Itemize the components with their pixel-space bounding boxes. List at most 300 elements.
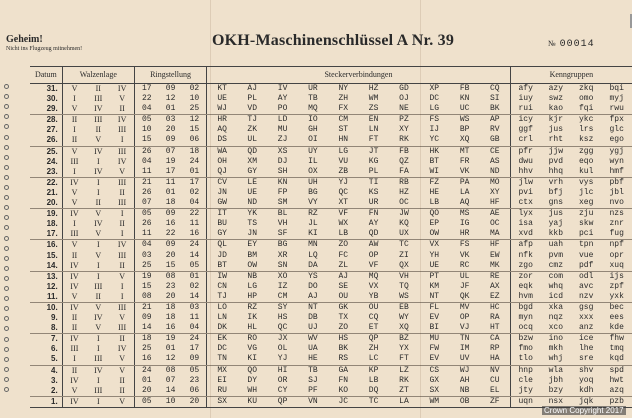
date-cell: 8. — [30, 323, 62, 334]
table-row — [30, 271, 632, 282]
plug-cell: EB — [399, 302, 409, 312]
group-cell: jus — [548, 209, 564, 219]
header-groups: Kenngruppen — [510, 67, 632, 84]
plug-cell: LB — [328, 229, 358, 240]
rotor-cell: V — [62, 240, 86, 251]
rotor-cell: V — [62, 104, 86, 115]
plug-cell: LG — [419, 104, 449, 115]
rotor-cell: IV — [94, 219, 103, 229]
plug-cell: KI — [237, 354, 267, 365]
ring-cell: 03 — [134, 251, 158, 261]
plug-cell: HC — [489, 302, 500, 312]
table-row — [30, 84, 632, 95]
ring-cell: 18 — [165, 313, 176, 323]
table-row — [30, 198, 632, 209]
group-cell: lyx — [510, 209, 540, 220]
ring-cell: 05 — [189, 365, 200, 375]
ring-cell: 26 — [134, 188, 158, 198]
date-cell: 7. — [51, 334, 58, 344]
ring-cell: 15 — [159, 261, 183, 272]
hole-circle — [4, 377, 9, 382]
plug-cell: CY — [267, 386, 297, 397]
hole-circle — [4, 337, 9, 342]
plug-cell: PL — [358, 167, 388, 178]
plug-cell: IZ — [277, 281, 288, 291]
group-cell: kkb — [541, 229, 571, 240]
plug-cell: QX — [389, 261, 419, 272]
hole-circle — [4, 124, 9, 129]
group-cell: whq — [548, 281, 564, 291]
plug-cell: PF — [298, 386, 328, 397]
ring-cell: 09 — [159, 135, 183, 146]
group-cell: ctx — [510, 198, 540, 209]
plug-cell: AJ — [338, 271, 349, 281]
rotor-cell: V — [119, 271, 126, 281]
plug-cell: FL — [429, 302, 440, 312]
group-cell: eqk — [510, 282, 540, 292]
table-row — [30, 219, 632, 229]
rotor-cell: II — [110, 261, 134, 272]
group-cell: wyn — [609, 156, 624, 166]
group-cell: afp — [510, 240, 540, 251]
ring-cell: 09 — [134, 313, 158, 323]
table-row — [30, 344, 632, 354]
group-cell: kde — [601, 323, 632, 334]
plug-cell: YH — [429, 250, 440, 260]
plug-cell: XM — [247, 156, 258, 166]
plug-cell: EL — [480, 386, 510, 397]
date-cell: 29. — [30, 104, 62, 115]
plug-cell: PT — [429, 271, 440, 281]
group-cell: ksz — [571, 135, 601, 146]
plug-cell: TB — [308, 365, 318, 375]
table-row — [30, 188, 632, 198]
group-cell: pzb — [601, 396, 632, 407]
ring-cell: 22 — [189, 209, 200, 219]
ring-cell: 08 — [165, 271, 176, 281]
date-cell: 5. — [30, 354, 62, 365]
plug-cell: DC — [429, 94, 440, 104]
group-cell: fug — [601, 229, 632, 240]
ring-cell: 04 — [183, 198, 207, 209]
hole-circle — [4, 387, 9, 392]
rotor-cell: V — [119, 313, 126, 323]
rotor-cell: V — [119, 94, 126, 104]
header-rings: Ringstellung — [134, 67, 206, 84]
plug-cell: TX — [338, 313, 349, 323]
plug-cell: OW — [237, 261, 267, 272]
plug-cell: RK — [389, 135, 419, 146]
ring-cell: 24 — [134, 365, 158, 376]
date-cell: 23. — [30, 167, 62, 178]
table-row — [30, 146, 632, 157]
rotor-cell: III — [94, 281, 103, 291]
group-cell: xeg — [571, 198, 601, 209]
rotor-cell: I — [62, 94, 86, 104]
plug-cell: FT — [358, 135, 388, 146]
ring-cell: 23 — [165, 281, 176, 291]
rotor-cell: II — [86, 292, 110, 303]
plug-cell: LB — [368, 375, 379, 385]
plug-cell: YJ — [338, 177, 349, 187]
group-cell: hwt — [609, 375, 624, 385]
hole-circle — [4, 286, 9, 291]
plug-cell: UJ — [298, 323, 328, 334]
plug-cell: ZH — [338, 94, 349, 104]
group-cell: azq — [601, 386, 632, 397]
plug-cell: KU — [237, 396, 267, 407]
plug-cell: IO — [308, 115, 318, 125]
ring-cell: 25 — [183, 104, 207, 115]
ring-cell: 20 — [159, 292, 183, 303]
group-cell: omo — [579, 94, 594, 104]
hole-circle — [4, 195, 9, 200]
rotor-cell: III — [62, 344, 86, 354]
rotor-cell: V — [95, 209, 102, 219]
hole-circle — [4, 236, 9, 241]
ring-cell: 15 — [189, 125, 200, 135]
serial-number — [548, 38, 595, 50]
hole-circle — [4, 256, 9, 261]
plug-cell: ST — [338, 125, 349, 135]
plug-cell: MK — [480, 261, 510, 272]
group-cell: zpf — [609, 281, 624, 291]
plug-cell: ZK — [247, 125, 258, 135]
ring-cell: 07 — [165, 375, 176, 385]
plug-cell: UL — [237, 135, 267, 146]
plug-cell: KO — [328, 386, 358, 397]
plug-cell: ET — [358, 323, 388, 334]
ring-cell: 18 — [159, 198, 183, 209]
group-cell: com — [548, 271, 564, 281]
group-cell: swz — [548, 94, 564, 104]
plug-cell: KN — [277, 177, 288, 187]
plug-cell: IT — [207, 209, 237, 220]
plug-cell: WA — [207, 146, 237, 157]
plug-cell: MO — [489, 177, 500, 187]
rotor-cell: V — [86, 323, 110, 334]
plug-cell: OU — [328, 292, 358, 303]
plug-cell: WM — [368, 94, 379, 104]
rotor-cell: IV — [62, 209, 86, 220]
group-cell: pfr — [510, 146, 540, 157]
plug-cell: QC — [338, 187, 349, 197]
rotor-cell: II — [62, 323, 86, 334]
plug-cell: VK — [449, 167, 479, 178]
secret-note: Nicht ins Flugzeug mitnehmen! — [6, 46, 83, 52]
plug-cell: SJ — [308, 375, 318, 385]
group-cell: jus — [548, 125, 564, 135]
plug-cell: LB — [419, 198, 449, 209]
group-cell: nzs — [609, 209, 624, 219]
plug-cell: RE — [489, 271, 500, 281]
plug-cell: KI — [298, 229, 328, 240]
plug-cell: JW — [399, 209, 409, 219]
plug-cell: NV — [489, 365, 500, 375]
group-cell: zju — [579, 209, 594, 219]
ring-cell: 09 — [165, 209, 176, 219]
table-row — [30, 94, 632, 104]
plug-cell: PO — [267, 104, 297, 115]
plug-cell: SX — [419, 386, 449, 397]
rotor-cell: II — [62, 251, 86, 261]
group-cell: ees — [609, 313, 624, 323]
ring-cell: 01 — [189, 271, 200, 281]
plug-cell: WY — [399, 313, 409, 323]
plug-cell: FT — [389, 354, 419, 365]
rotor-cell: IV — [62, 271, 86, 282]
ring-cell: 20 — [165, 125, 176, 135]
date-cell: 3. — [51, 375, 58, 385]
group-cell: opr — [609, 250, 624, 260]
hole-circle — [4, 205, 9, 210]
ring-cell: 11 — [189, 313, 200, 323]
group-cell: yoq — [579, 375, 594, 385]
ring-cell: 05 — [134, 115, 158, 126]
group-cell: ygj — [609, 146, 624, 156]
plug-cell: MA — [480, 229, 510, 240]
plug-cell: AQ — [449, 198, 479, 209]
plug-cell: LA — [459, 187, 470, 197]
group-cell: vrh — [548, 177, 564, 187]
group-cell: kdh — [571, 386, 601, 397]
plug-cell: CQ — [368, 313, 379, 323]
group-cell: cmz — [541, 261, 571, 272]
plug-cell: TI — [368, 177, 379, 187]
rotor-cell: II — [110, 386, 134, 397]
plug-cell: FS — [459, 240, 470, 250]
rotor-cell: IV — [86, 104, 110, 115]
plug-cell: TS — [247, 219, 258, 229]
rotor-cell: V — [110, 354, 134, 365]
plug-cell: VX — [429, 240, 440, 250]
plug-cell: VF — [338, 209, 349, 219]
date-cell: 12. — [46, 281, 58, 291]
rotor-cell: III — [118, 250, 127, 260]
hole-circle — [4, 296, 9, 301]
date-cell: 27. — [46, 125, 58, 135]
plug-cell: XS — [277, 146, 288, 156]
ring-cell: 12 — [165, 94, 176, 104]
rotor-cell: V — [62, 188, 86, 198]
group-cell: npf — [609, 240, 624, 250]
ring-cell: 08 — [165, 365, 176, 375]
ring-cell: 17 — [134, 84, 158, 95]
ring-cell: 26 — [134, 219, 158, 229]
plug-cell: WS — [459, 115, 470, 125]
plug-cell: RK — [399, 375, 409, 385]
plug-cell: UE — [207, 94, 237, 104]
group-cell: jqk — [571, 396, 601, 407]
group-cell: rui — [510, 104, 540, 115]
ring-cell: 21 — [134, 177, 158, 188]
plug-cell: CN — [207, 282, 237, 292]
group-cell: lrs — [579, 125, 594, 135]
group-cell: nsx — [541, 396, 571, 407]
group-cell: cle — [510, 376, 540, 386]
plug-cell: HP — [237, 292, 267, 303]
group-cell: afy — [510, 84, 540, 95]
plug-cell: DK — [207, 323, 237, 334]
rotor-cell: III — [62, 229, 86, 240]
rotor-cell: V — [62, 292, 86, 303]
ring-cell: 24 — [189, 156, 200, 166]
date-cell: 22. — [46, 177, 58, 187]
group-cell: sre — [571, 354, 601, 365]
group-cell: ggf — [510, 125, 540, 135]
group-cell: myn — [510, 313, 540, 323]
ring-cell: 11 — [134, 229, 158, 240]
rotor-cell: III — [118, 125, 127, 135]
group-cell: pvd — [548, 156, 564, 166]
ring-cell: 18 — [134, 334, 158, 345]
ring-cell: 07 — [134, 198, 158, 209]
plug-cell: JF — [459, 281, 470, 291]
plug-cell: EV — [429, 313, 440, 323]
group-cell: pci — [571, 229, 601, 240]
plug-cell: ZH — [368, 344, 379, 354]
secret-label: Geheim! — [6, 34, 43, 45]
plug-cell: LC — [358, 354, 388, 365]
ring-cell: 11 — [165, 177, 176, 187]
group-cell: xco — [541, 323, 571, 334]
table-row — [30, 282, 632, 292]
plug-cell: BT — [429, 156, 440, 166]
ring-cell: 26 — [134, 146, 158, 157]
table-row — [30, 292, 632, 303]
plug-cell: VG — [247, 344, 258, 354]
ring-cell: 14 — [189, 250, 200, 260]
plug-cell: WS — [389, 292, 419, 303]
ring-cell: 12 — [159, 354, 183, 365]
plug-cell: GK — [338, 302, 349, 312]
plug-cell: ND — [237, 198, 267, 209]
plug-cell: KN — [459, 94, 470, 104]
group-cell: icy — [510, 115, 540, 126]
page-title: OKH-Maschinenschlüssel A Nr. 39 — [212, 32, 455, 49]
header-date: Datum — [30, 67, 62, 84]
rotor-cell: I — [96, 187, 100, 197]
table-row — [30, 157, 632, 167]
plug-cell: VH — [399, 271, 409, 281]
rotor-cell: IV — [62, 334, 86, 345]
table-row — [30, 240, 632, 251]
group-cell: ykc — [579, 115, 594, 125]
plug-cell: TJ — [247, 115, 258, 125]
plug-cell: ZO — [328, 323, 358, 334]
plug-cell: YJ — [267, 354, 297, 365]
ring-cell: 14 — [134, 323, 158, 334]
rotor-cell: I — [96, 177, 100, 187]
plug-cell: RZ — [247, 302, 258, 312]
plug-cell: JX — [277, 334, 288, 344]
group-cell: nfk — [510, 251, 540, 261]
plug-cell: HA — [480, 354, 510, 365]
plug-cell: FN — [338, 375, 349, 385]
plug-cell: XY — [489, 187, 500, 197]
plug-cell: DB — [308, 313, 318, 323]
rotor-cell: V — [62, 386, 86, 397]
plug-cell: HZ — [368, 84, 379, 93]
rotor-cell: II — [62, 115, 86, 126]
hole-circle — [4, 306, 9, 311]
hole-circle — [4, 155, 9, 160]
plug-cell: XO — [277, 271, 288, 281]
table-row — [30, 125, 632, 135]
plug-cell: UX — [389, 229, 419, 240]
plug-cell: QP — [368, 334, 379, 344]
plug-cell: WJ — [207, 104, 237, 115]
ring-cell: 21 — [134, 302, 158, 313]
plug-cell: RB — [399, 177, 409, 187]
date-cell: 11. — [30, 292, 62, 303]
ring-cell: 08 — [134, 292, 158, 303]
plug-cell: SY — [277, 302, 288, 312]
plug-cell: KQ — [399, 219, 409, 229]
plug-cell: AY — [277, 94, 288, 104]
plug-cell: IJ — [429, 125, 440, 135]
plug-cell: GY — [207, 229, 237, 240]
plug-cell: HT — [480, 323, 510, 334]
group-cell: vue — [579, 250, 594, 260]
plug-cell: FS — [429, 115, 440, 125]
hole-circle — [4, 347, 9, 352]
plug-cell: OB — [449, 396, 479, 407]
rotor-cell: V — [86, 135, 110, 146]
plug-cell: VK — [459, 250, 470, 260]
ring-cell: 09 — [165, 84, 176, 93]
hole-circle — [4, 215, 9, 220]
plug-cell: QJ — [207, 167, 237, 178]
group-cell: pdf — [571, 261, 601, 272]
group-cell: jbh — [548, 375, 564, 385]
ring-cell: 04 — [134, 157, 158, 167]
plug-cell: VN — [298, 396, 328, 407]
plug-cell: EZ — [480, 292, 510, 303]
group-cell: bqi — [609, 84, 624, 93]
plug-cell: TC — [399, 240, 409, 250]
plug-cell: ZT — [389, 386, 419, 397]
rotor-cell: I — [96, 375, 100, 385]
plug-cell: UH — [308, 177, 318, 187]
date-cell: 28. — [46, 115, 58, 125]
plug-cell: CU — [489, 375, 500, 385]
header-plugs: Steckerverbindungen — [207, 67, 511, 84]
plug-cell: CM — [338, 115, 349, 125]
ring-cell: 14 — [159, 386, 183, 397]
plug-cell: QD — [358, 229, 388, 240]
plug-cell: VJ — [449, 323, 479, 334]
group-cell: eqo — [579, 156, 594, 166]
plug-cell: DS — [207, 135, 237, 146]
plug-cell: YX — [399, 344, 409, 354]
hole-circle — [4, 185, 9, 190]
plug-cell: HR — [207, 115, 237, 126]
plug-cell: FA — [389, 167, 419, 178]
plug-cell: YC — [419, 135, 449, 146]
plug-cell: HS — [277, 313, 288, 323]
date-cell: 19. — [46, 209, 58, 219]
plug-cell: XR — [277, 250, 288, 260]
plug-cell: YS — [308, 271, 318, 281]
table-row — [30, 386, 632, 397]
ring-cell: 05 — [183, 261, 207, 272]
hole-circle — [4, 225, 9, 230]
plug-cell: BM — [247, 250, 258, 260]
rotor-cell: IV — [62, 177, 86, 188]
date-cell: 10. — [46, 302, 58, 312]
date-cell: 13. — [46, 271, 58, 281]
